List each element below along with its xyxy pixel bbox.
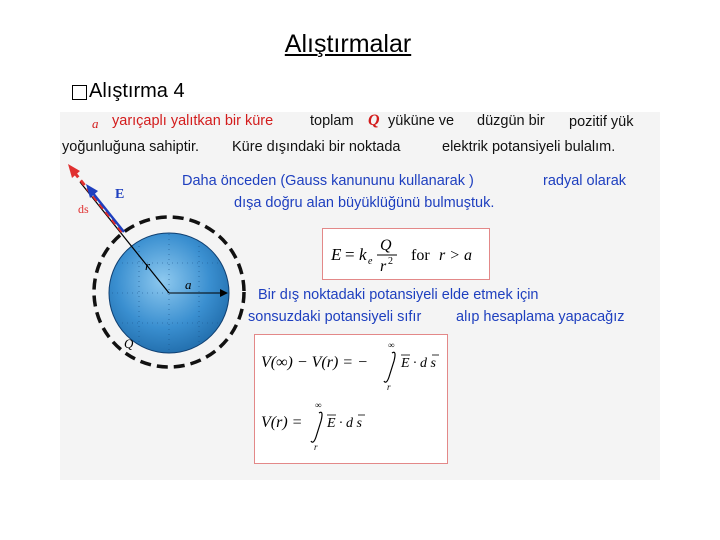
eq1-condition: r > a bbox=[439, 247, 473, 264]
eq3-upper-limit: ∞ bbox=[315, 400, 322, 410]
eq1-for: for bbox=[411, 247, 430, 264]
yogunlugu-text: yoğunluğuna sahiptir. bbox=[62, 139, 200, 155]
charge-symbol-Q: Q bbox=[368, 112, 380, 129]
potential-equations bbox=[255, 335, 447, 463]
exercise-figure bbox=[60, 112, 660, 480]
eq3-integrand: E · d s bbox=[327, 416, 362, 431]
kure-disi-text: Küre dışındaki bir noktada bbox=[232, 139, 401, 155]
yukune-text: yüküne ve bbox=[388, 113, 455, 129]
eq2-integrand: E · d s bbox=[401, 356, 436, 371]
ds-label: ds bbox=[78, 202, 89, 216]
exercise-bullet bbox=[72, 80, 185, 103]
sphere-diagram bbox=[60, 152, 260, 382]
alip-text: alıp hesaplama yapacağız bbox=[456, 309, 625, 325]
eq1-k: k bbox=[359, 245, 367, 264]
eq1-squared: 2 bbox=[388, 256, 393, 267]
eq2-integral-sign bbox=[384, 352, 395, 382]
potential-equations-box bbox=[254, 334, 448, 464]
radius-symbol-a: a bbox=[92, 116, 99, 131]
eq1-E: E bbox=[331, 245, 342, 264]
field-equation-box bbox=[322, 228, 490, 280]
eq3-lower-limit: r bbox=[314, 442, 318, 452]
eq2-lower-limit: r bbox=[387, 382, 391, 392]
a-label: a bbox=[185, 277, 192, 292]
eq3-integral-sign bbox=[311, 412, 322, 442]
exercise-label: Alıştırma 4 bbox=[89, 80, 185, 102]
eq2-upper-limit: ∞ bbox=[388, 340, 395, 350]
sonsuz-text: sonsuzdaki potansiyeli sıfır bbox=[248, 309, 422, 325]
radyal-text: radyal olarak bbox=[543, 173, 627, 189]
disa-dogru-text: dışa doğru alan büyüklüğünü bulmuştuk. bbox=[234, 195, 495, 211]
eq1-equals: = bbox=[345, 245, 355, 264]
checkbox-bullet-icon bbox=[72, 85, 87, 100]
pozitif-text: pozitif yük bbox=[569, 114, 634, 130]
daha-once-text: Daha önceden (Gauss kanununu kullanarak ) bbox=[182, 173, 474, 189]
toplam-text: toplam bbox=[310, 113, 354, 129]
eq1-e-sub: e bbox=[368, 256, 373, 267]
eq3-lhs: V(r) = bbox=[261, 414, 303, 431]
dis-nokta-text: Bir dış noktadaki potansiyeli elde etmek için bbox=[258, 287, 539, 303]
Q-label: Q bbox=[124, 336, 134, 351]
r-label: r bbox=[145, 258, 151, 273]
E-label: E bbox=[115, 187, 125, 202]
eq2-lhs: V(∞) − V(r) = − bbox=[261, 354, 368, 371]
eq1-r: r bbox=[380, 258, 387, 275]
slide-title: Alıştırmalar bbox=[284, 30, 412, 58]
radius-text: yarıçaplı yalıtkan bir küre bbox=[112, 113, 274, 129]
elektrik-text: elektrik potansiyeli bulalım. bbox=[442, 139, 616, 155]
eq1-Q: Q bbox=[380, 237, 392, 254]
field-equation bbox=[323, 229, 489, 279]
duzgun-text: düzgün bir bbox=[477, 113, 545, 129]
